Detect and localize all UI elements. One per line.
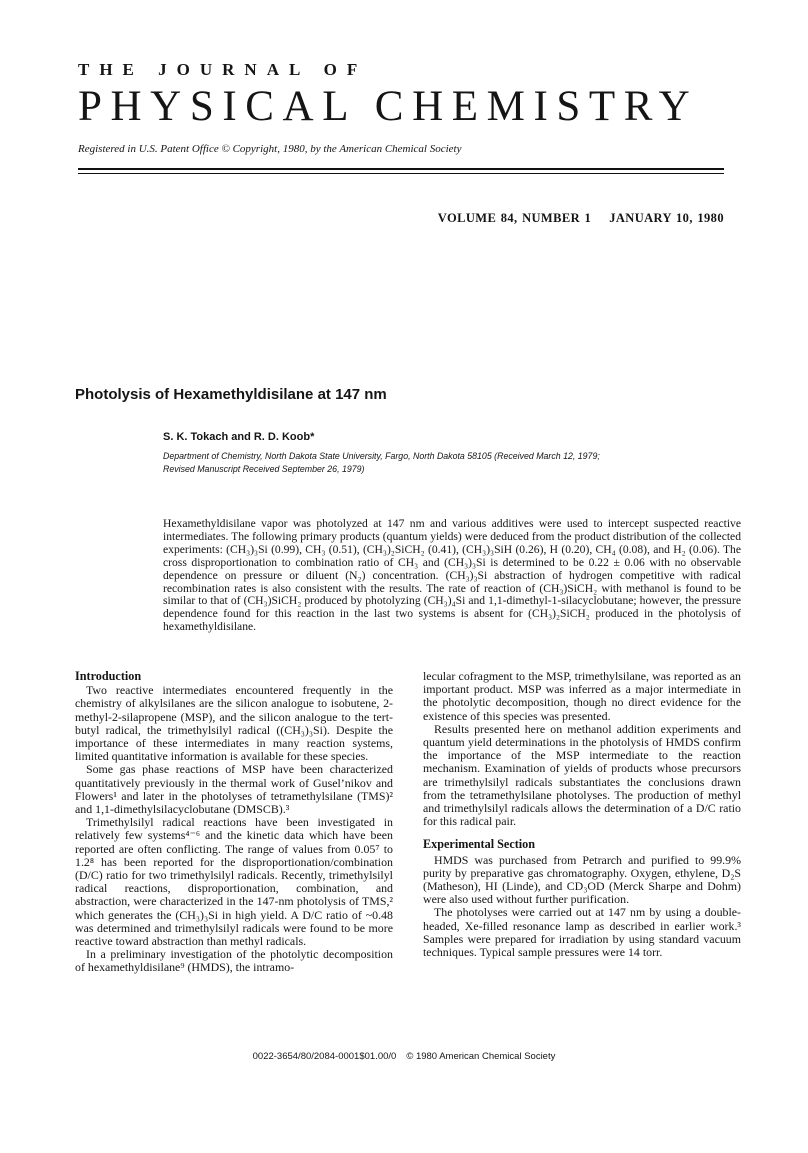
left-column — [75, 670, 393, 975]
volume-number: VOLUME 84, NUMBER 1 — [437, 211, 592, 225]
page-footer — [0, 1051, 808, 1062]
issue-info — [438, 211, 724, 226]
intro-paragraph-3: Trimethylsilyl radical reactions have been investigated in relatively few systems⁴⁻⁶ and the kinetic data which have been reported are often conflicting. The range of values from 0.05⁷ to 1.2⁸ has been reported for the disproportionation/combination (D/C) ratio for two trimethylsilyl radicals. Recently, trimethylsilyl radical reactions, disproportionation, combination, and abstraction, were characterized in the 147-nm photolysis of TMS,² which generates the (CH₃)₃Si in high yield. A D/C ratio of ~0.48 was determined and trimethylsilyl radicals were found to be more reactive toward abstraction than methyl radicals. — [75, 815, 393, 949]
masthead-rule-thick — [78, 168, 724, 170]
journal-name: PHYSICAL CHEMISTRY — [78, 83, 699, 130]
author-affiliation — [163, 450, 738, 475]
article-authors: S. K. Tokach and R. D. Koob* — [163, 431, 315, 443]
right-column — [423, 670, 741, 959]
experimental-heading: Experimental Section — [423, 837, 536, 852]
intro-paragraph-4: In a preliminary investigation of the photolytic decomposition of hexamethyldisilane⁹ (HMDS), the intramo- — [75, 947, 393, 975]
introduction-heading: Introduction — [75, 669, 142, 683]
registration-line: Registered in U.S. Patent Office © Copyright, 1980, by the American Chemical Society — [78, 143, 462, 155]
affiliation-line-1: Department of Chemistry, North Dakota State University, Fargo, North Dakota 58105 (Received March 12, 1979; — [163, 451, 600, 461]
experimental-paragraph-1: HMDS was purchased from Petrarch and purified to 99.9% purity by preparative gas chromatography. Oxygen, ethylene, D₂S (Matheson), HI (Linde), and CD₃OD (Merck Sharpe and Dohm) were also used without further purification. — [423, 852, 741, 907]
masthead-rule-thin — [78, 173, 724, 174]
right-paragraph-2: Results presented here on methanol addition experiments and quantum yield determinations in the photolysis of HMDS confirm the importance of the MSP intermediate to the reaction mechanism. Examination of yields of products whose precursors are trimethylsilyl radicals substantiates the conclusions drawn from the tetramethylsilane photolyses. The production of methyl and trimethylsilyl radicals allows the determination of a D/C ratio for this radical pair. — [423, 721, 741, 829]
right-paragraph-1: lecular cofragment to the MSP, trimethylsilane, was reported as an important product. MSP was inferred as a major intermediate in the photolytic decomposition, though no direct evidence for the existence of this species was presented. — [423, 669, 741, 723]
intro-paragraph-2: Some gas phase reactions of MSP have been characterized quantitatively previously in the thermal work of Gusel’nikov and Flowers¹ and later in the photolyses of tetramethylsilane (TMS)² and 1,1-dimethylsilacyclobutane (DMSCB).³ — [75, 762, 393, 817]
issue-date: JANUARY 10, 1980 — [609, 211, 724, 225]
affiliation-line-2: Revised Manuscript Received September 26, 1979) — [163, 463, 365, 474]
article-title: Photolysis of Hexamethyldisilane at 147 nm — [75, 386, 387, 403]
footer-copyright: © 1980 American Chemical Society — [406, 1051, 556, 1062]
experimental-paragraph-2: The photolyses were carried out at 147 nm by using a double-headed, Xe-filled resonance lamp as described in earlier work.³ Samples were prepared for irradiation by using standard vacuum techniques. Typical sample pressures were 14 torr. — [423, 905, 741, 960]
abstract: Hexamethyldisilane vapor was photolyzed at 147 nm and various additives were used to intercept suspected reactive intermediates. The following primary products (quantum yields) were deduced from the product distribution of the collected experiments: (CH₃)₃Si (0.99), CH₃ (0.51), (CH₃)₂SiCH₂ (0.41), (CH₃)₃SiH (0.26), H (0.20), CH₄ (0.08), and H₂ (0.06). The cross disproportionation to combination ratio of CH₃ and (CH₃)₃Si is determined to be 0.22 ± 0.06 with no observable dependence on pressure or diluent (N₂) concentration. (CH₃)₃Si abstraction of hydrogen competitive with radical recombination rates is also consistent with the results. The rate of reaction of (CH₃)SiCH₂ with methanol is found to be similar to that of (CH₃)SiCH₂ produced by photolyzing (CH₃)₄Si and 1,1-dimethyl-1-silacyclobutane; however, the pressure dependence found for this reaction in the last two systems is absent for (CH₃)₂SiCH₂ produced in the photolysis of hexamethyldisilane. — [163, 517, 741, 634]
intro-paragraph-1: Two reactive intermediates encountered frequently in the chemistry of alkylsilanes are the silicon analogue to isobutene, 2-methyl-2-silapropene (MSP), and the silicon analogue to the tert-butyl radical, the trimethylsilyl radical ((CH₃)₃Si). Despite the importance of these intermediates in many reaction systems, limited quantitative information is available for these species. — [75, 683, 393, 764]
article-code: 0022-3654/80/2084-0001$01.00/0 — [252, 1051, 397, 1062]
journal-prefix: THE JOURNAL OF — [78, 60, 368, 79]
